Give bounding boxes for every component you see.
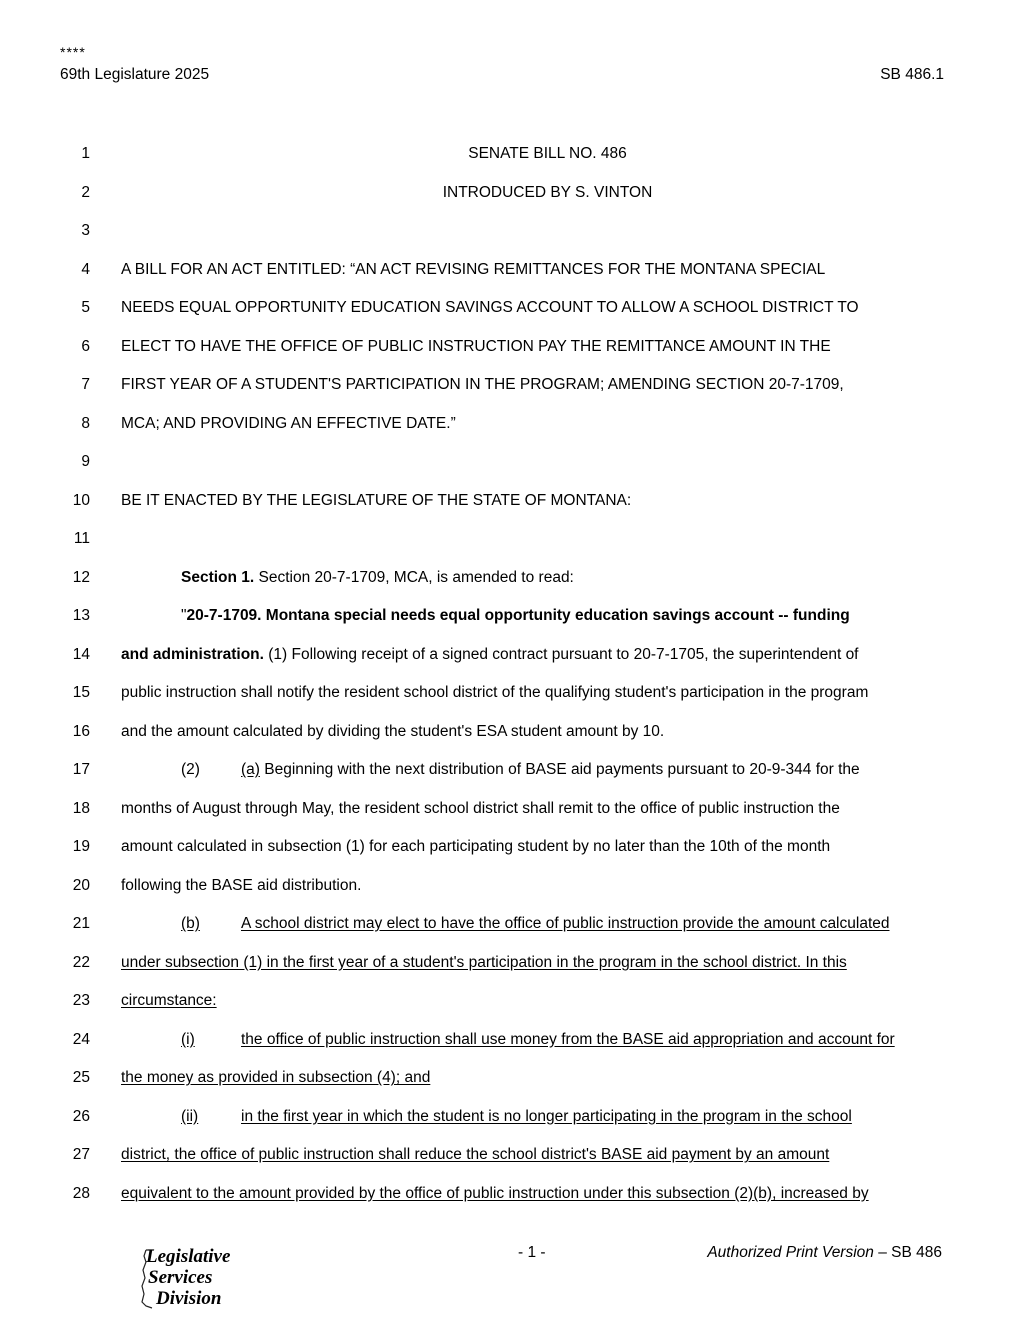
bill-line-text bbox=[121, 1098, 954, 1137]
bill-title: SENATE BILL NO. 486 bbox=[468, 145, 627, 162]
bill-line-text: NEEDS EQUAL OPPORTUNITY EDUCATION SAVINGS ACCOUNT TO ALLOW A SCHOOL DISTRICT TO bbox=[121, 299, 859, 316]
line-number: 23 bbox=[72, 992, 90, 1009]
line-number: 21 bbox=[72, 915, 90, 932]
bill-line-rest: Beginning with the next distribution of BASE aid payments pursuant to 20-9-344 for the bbox=[259, 761, 860, 778]
bill-line bbox=[0, 982, 1024, 1021]
bill-line bbox=[0, 751, 1024, 790]
inserted-subsection-label: (i) bbox=[181, 1030, 195, 1048]
bill-line bbox=[0, 828, 1024, 867]
section-heading bbox=[121, 559, 954, 598]
bill-body bbox=[0, 135, 1024, 1213]
bill-line-text: amount calculated in subsection (1) for each participating student by no later than the 10th of the month bbox=[121, 838, 831, 855]
bill-line-text bbox=[121, 1136, 954, 1175]
authorized-label: Authorized Print Version bbox=[707, 1244, 874, 1261]
bill-line bbox=[0, 674, 1024, 713]
inserted-text: in the first year in which the student is no longer participating in the program in the school bbox=[241, 1107, 852, 1125]
bill-line bbox=[0, 867, 1024, 906]
line-number: 10 bbox=[72, 491, 90, 509]
authorized-print-version bbox=[707, 1244, 942, 1262]
bill-line bbox=[0, 174, 1024, 213]
bill-line bbox=[0, 366, 1024, 405]
bill-line-text bbox=[121, 1021, 954, 1060]
line-number: 4 bbox=[81, 260, 90, 278]
legislature-label: 69th Legislature 2025 bbox=[60, 66, 210, 83]
bill-line-text bbox=[121, 982, 954, 1021]
logo-text-legislative: Legislative bbox=[146, 1246, 231, 1267]
logo-text-services: Services bbox=[148, 1267, 213, 1288]
bill-line bbox=[0, 405, 1024, 444]
line-number: 5 bbox=[81, 299, 90, 316]
logo-text-division: Division bbox=[156, 1288, 222, 1309]
bill-line bbox=[0, 597, 1024, 636]
bill-line bbox=[0, 443, 1024, 482]
line-number: 8 bbox=[81, 414, 90, 432]
bill-line-text bbox=[121, 636, 954, 675]
line-number: 25 bbox=[72, 1069, 90, 1086]
bill-line-text bbox=[121, 751, 954, 790]
bill-line bbox=[0, 289, 1024, 328]
line-number: 26 bbox=[72, 1107, 90, 1125]
bill-line-text: and the amount calculated by dividing the student's ESA student amount by 10. bbox=[121, 722, 665, 740]
bill-line bbox=[0, 482, 1024, 521]
bill-line-text bbox=[121, 597, 954, 636]
bill-line bbox=[0, 713, 1024, 752]
inserted-subsection-label: (ii) bbox=[181, 1107, 199, 1125]
line-number: 15 bbox=[72, 684, 90, 701]
statute-title-end: and administration. bbox=[121, 645, 264, 663]
line-number: 6 bbox=[81, 337, 90, 355]
bill-line bbox=[0, 559, 1024, 598]
inserted-text: circumstance: bbox=[121, 992, 217, 1009]
bill-line-text: A BILL FOR AN ACT ENTITLED: “AN ACT REVISING REMITTANCES FOR THE MONTANA SPECIAL bbox=[121, 260, 826, 278]
bill-line bbox=[0, 790, 1024, 829]
open-quote: " bbox=[181, 607, 187, 624]
bill-line bbox=[0, 636, 1024, 675]
line-number: 2 bbox=[81, 183, 90, 201]
legislative-services-division-logo bbox=[134, 1246, 254, 1316]
inserted-text: the office of public instruction shall use money from the BASE aid appropriation and account for bbox=[241, 1030, 895, 1048]
line-number: 28 bbox=[72, 1184, 90, 1202]
bill-line-text bbox=[121, 1175, 954, 1214]
bill-line-text bbox=[121, 1059, 954, 1098]
inserted-text: equivalent to the amount provided by the office of public instruction under this subsection (2)(b), increased by bbox=[121, 1184, 869, 1202]
bill-line bbox=[0, 1059, 1024, 1098]
bill-line-text: months of August through May, the resident school district shall remit to the office of public instruction the bbox=[121, 799, 840, 817]
line-number: 19 bbox=[72, 838, 90, 855]
line-number: 11 bbox=[73, 530, 90, 547]
subsection-number: (2) bbox=[181, 761, 200, 778]
line-number: 24 bbox=[72, 1030, 90, 1048]
bill-line bbox=[0, 944, 1024, 983]
line-number: 16 bbox=[72, 722, 90, 740]
line-number: 12 bbox=[72, 568, 90, 586]
inserted-text: A school district may elect to have the office of public instruction provide the amount calculated bbox=[241, 915, 890, 932]
bill-line-text bbox=[121, 905, 954, 944]
section-intro: Section 20-7-1709, MCA, is amended to read: bbox=[254, 568, 574, 586]
line-number: 18 bbox=[72, 799, 90, 817]
bill-code: SB 486.1 bbox=[880, 66, 944, 83]
line-number: 1 bbox=[81, 145, 90, 162]
authorized-bill: – SB 486 bbox=[873, 1244, 942, 1261]
bill-line-text bbox=[121, 944, 954, 983]
line-number: 3 bbox=[81, 222, 90, 239]
line-number: 13 bbox=[72, 607, 90, 624]
inserted-subsection-label: (b) bbox=[181, 915, 200, 932]
bill-line bbox=[0, 1021, 1024, 1060]
bill-line-rest: (1) Following receipt of a signed contract pursuant to 20-7-1705, the superintendent of bbox=[263, 645, 859, 663]
bill-line bbox=[0, 520, 1024, 559]
page-number: - 1 - bbox=[518, 1244, 546, 1261]
inserted-text: under subsection (1) in the first year of a student's participation in the program in the school district. In this bbox=[121, 953, 847, 971]
inserted-text: (a) bbox=[241, 761, 260, 778]
bill-line-text: FIRST YEAR OF A STUDENT'S PARTICIPATION IN THE PROGRAM; AMENDING SECTION 20-7-1709, bbox=[121, 376, 844, 393]
bill-line bbox=[0, 135, 1024, 174]
bill-line-text: public instruction shall notify the resident school district of the qualifying student's participation in the program bbox=[121, 684, 869, 701]
bill-line bbox=[0, 1136, 1024, 1175]
inserted-text: the money as provided in subsection (4); and bbox=[121, 1069, 431, 1086]
bill-line bbox=[0, 212, 1024, 251]
section-label: Section 1. bbox=[181, 568, 255, 586]
line-number: 17 bbox=[72, 761, 90, 778]
inserted-text: district, the office of public instruction shall reduce the school district's BASE aid payment by an amount bbox=[121, 1146, 830, 1163]
bill-line bbox=[0, 328, 1024, 367]
line-number: 20 bbox=[72, 876, 90, 894]
line-number: 22 bbox=[72, 953, 90, 971]
line-number: 27 bbox=[72, 1146, 90, 1163]
enacting-clause: BE IT ENACTED BY THE LEGISLATURE OF THE STATE OF MONTANA: bbox=[121, 491, 632, 509]
bill-line-text: ELECT TO HAVE THE OFFICE OF PUBLIC INSTRUCTION PAY THE REMITTANCE AMOUNT IN THE bbox=[121, 337, 831, 355]
statute-title: 20-7-1709. Montana special needs equal opportunity education savings account -- funding bbox=[186, 607, 850, 624]
bill-line-text: MCA; AND PROVIDING AN EFFECTIVE DATE.” bbox=[121, 414, 456, 432]
bill-sponsor: INTRODUCED BY S. VINTON bbox=[442, 183, 653, 201]
header-stars: **** bbox=[60, 44, 86, 60]
bill-line bbox=[0, 1098, 1024, 1137]
bill-line bbox=[0, 251, 1024, 290]
bill-line bbox=[0, 905, 1024, 944]
line-number: 9 bbox=[81, 453, 90, 470]
line-number: 7 bbox=[81, 376, 90, 393]
line-number: 14 bbox=[72, 645, 90, 663]
bill-line bbox=[0, 1175, 1024, 1214]
bill-line-text: following the BASE aid distribution. bbox=[121, 876, 362, 894]
